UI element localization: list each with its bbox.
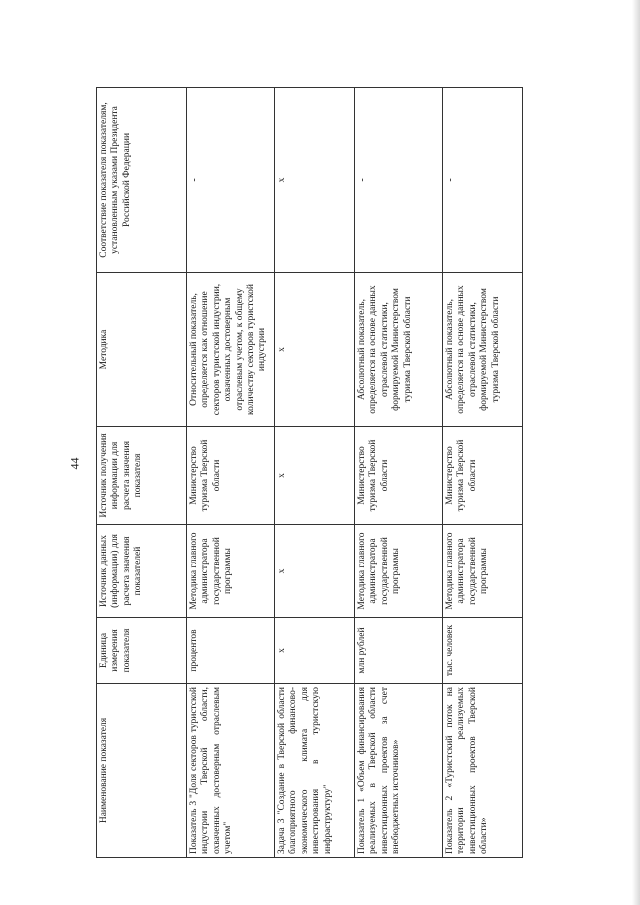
row-compliance: - [443, 88, 523, 273]
header-name: Наименование показателя [97, 684, 187, 858]
row-method: x [275, 273, 355, 427]
table-row [187, 88, 275, 858]
table-row [275, 88, 355, 858]
row-info-source: Министерство туризма Тверской области [355, 427, 443, 525]
header-method: Методика [97, 273, 187, 427]
row-unit: процентов [187, 618, 275, 684]
rotated-table-container [96, 88, 522, 858]
header-unit: Единица измерения показателя [97, 618, 187, 684]
scan-edge-shadow [632, 0, 640, 905]
indicators-table [96, 87, 523, 858]
row-data-source: Методика главного администратора государственной программы [443, 525, 523, 618]
table-row [443, 88, 523, 858]
row-info-source: Министерство туризма Тверской области [187, 427, 275, 525]
row-info-source: Министерство туризма Тверской области [443, 427, 523, 525]
row-unit: x [275, 618, 355, 684]
row-compliance: - [355, 88, 443, 273]
row-method: Абсолютный показатель, определяется на основе данных отраслевой статистики, формируемой Министерством туризма Тверской области [355, 273, 443, 427]
row-name: Показатель 1 «Объем финансирования реализуемых в Тверской области инвестиционных проектов за счет внебюджетных источников» [355, 684, 443, 858]
row-name: Задача 3 "Создание в Тверской области благоприятного финансово-экономического климата для инвестирования в туристскую инфраструктуру" [275, 684, 355, 858]
header-compliance: Соответствие показателя показателям, установленным указами Президента Российской Федерации [97, 88, 187, 273]
row-method: Абсолютный показатель, определяется на основе данных отраслевой статистики, формируемой Министерством туризма Тверской области [443, 273, 523, 427]
header-row [97, 88, 187, 858]
row-data-source: x [275, 525, 355, 618]
row-data-source: Методика главного администратора государственной программы [187, 525, 275, 618]
header-info-source: Источник получения информации для расчета значения показателя [97, 427, 187, 525]
row-unit: тыс. человек [443, 618, 523, 684]
row-compliance: - [187, 88, 275, 273]
row-info-source: x [275, 427, 355, 525]
row-unit: млн рублей [355, 618, 443, 684]
row-name: Показатель 3 "Доля секторов туристской индустрии Тверской области, охваченных достоверным отраслевым учетом" [187, 684, 275, 858]
row-method: Относительный показатель, определяется как отношение секторов туристской индустрии, охваченных достоверным отраслевым учетом, к общему количеству секторов туристской индустрии [187, 273, 275, 427]
row-name: Показатель 2 «Туристский поток на территории реализуемых инвестиционных проектов Тверской области» [443, 684, 523, 858]
table-row [355, 88, 443, 858]
page-number: 44 [67, 457, 82, 470]
header-data-source: Источник данных (информации) для расчета значения показателей [97, 525, 187, 618]
row-compliance: x [275, 88, 355, 273]
row-data-source: Методика главного администратора государственной программы [355, 525, 443, 618]
